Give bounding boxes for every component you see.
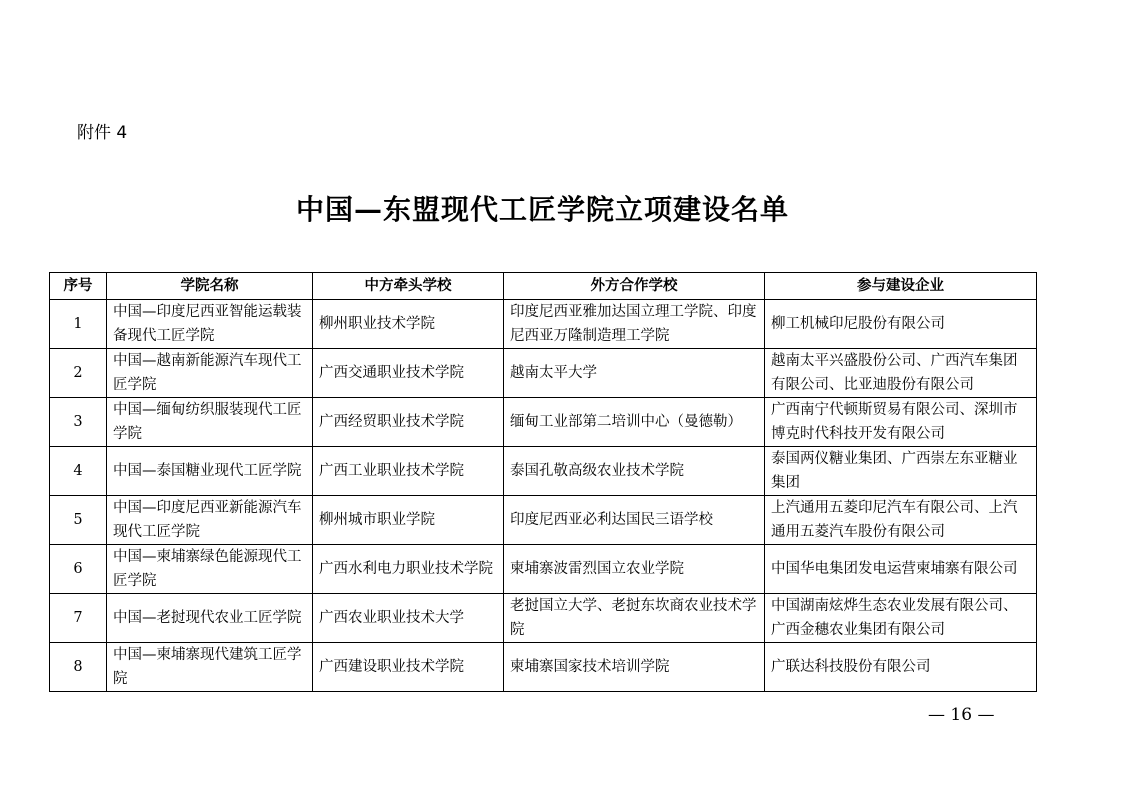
header-serial: 序号 (50, 273, 107, 300)
partner-school-cell: 印度尼西亚必利达国民三语学校 (504, 496, 765, 545)
page-number: — 16 — (928, 705, 995, 725)
college-list-table (49, 272, 1037, 692)
partner-school-cell: 缅甸工业部第二培训中心（曼德勒） (504, 398, 765, 447)
table-row (50, 300, 1037, 349)
table-row (50, 643, 1037, 692)
college-name-cell: 中国—柬埔寨绿色能源现代工匠学院 (107, 545, 313, 594)
lead-school-cell: 广西经贸职业技术学院 (313, 398, 504, 447)
lead-school-cell: 柳州城市职业学院 (313, 496, 504, 545)
table-row (50, 349, 1037, 398)
enterprise-cell: 广联达科技股份有限公司 (765, 643, 1037, 692)
enterprise-cell: 越南太平兴盛股份公司、广西汽车集团有限公司、比亚迪股份有限公司 (765, 349, 1037, 398)
enterprise-cell: 柳工机械印尼股份有限公司 (765, 300, 1037, 349)
college-name-cell: 中国—柬埔寨现代建筑工匠学院 (107, 643, 313, 692)
lead-school-cell: 广西交通职业技术学院 (313, 349, 504, 398)
serial-cell: 5 (50, 496, 107, 545)
partner-school-cell: 泰国孔敬高级农业技术学院 (504, 447, 765, 496)
lead-school-cell: 广西水利电力职业技术学院 (313, 545, 504, 594)
college-name-cell: 中国—泰国糖业现代工匠学院 (107, 447, 313, 496)
partner-school-cell: 老挝国立大学、老挝东坎商农业技术学院 (504, 594, 765, 643)
table-row (50, 496, 1037, 545)
college-name-cell: 中国—越南新能源汽车现代工匠学院 (107, 349, 313, 398)
lead-school-cell: 柳州职业技术学院 (313, 300, 504, 349)
enterprise-cell: 上汽通用五菱印尼汽车有限公司、上汽通用五菱汽车股份有限公司 (765, 496, 1037, 545)
enterprise-cell: 广西南宁代顿斯贸易有限公司、深圳市博克时代科技开发有限公司 (765, 398, 1037, 447)
header-college-name: 学院名称 (107, 273, 313, 300)
enterprise-cell: 中国湖南炫烨生态农业发展有限公司、广西金穗农业集团有限公司 (765, 594, 1037, 643)
table-row (50, 447, 1037, 496)
table-row (50, 545, 1037, 594)
serial-cell: 8 (50, 643, 107, 692)
lead-school-cell: 广西建设职业技术学院 (313, 643, 504, 692)
enterprise-cell: 泰国两仪糖业集团、广西崇左东亚糖业集团 (765, 447, 1037, 496)
partner-school-cell: 越南太平大学 (504, 349, 765, 398)
serial-cell: 6 (50, 545, 107, 594)
college-name-cell: 中国—缅甸纺织服装现代工匠学院 (107, 398, 313, 447)
header-chinese-lead-school: 中方牵头学校 (313, 273, 504, 300)
serial-cell: 3 (50, 398, 107, 447)
serial-cell: 7 (50, 594, 107, 643)
document-title: 中国—东盟现代工匠学院立项建设名单 (295, 193, 789, 226)
college-name-cell: 中国—老挝现代农业工匠学院 (107, 594, 313, 643)
lead-school-cell: 广西农业职业技术大学 (313, 594, 504, 643)
partner-school-cell: 柬埔寨国家技术培训学院 (504, 643, 765, 692)
table-header-row (50, 273, 1037, 300)
lead-school-cell: 广西工业职业技术学院 (313, 447, 504, 496)
table-row (50, 594, 1037, 643)
partner-school-cell: 柬埔寨波雷烈国立农业学院 (504, 545, 765, 594)
table-row (50, 398, 1037, 447)
serial-cell: 4 (50, 447, 107, 496)
serial-cell: 1 (50, 300, 107, 349)
college-name-cell: 中国—印度尼西亚新能源汽车现代工匠学院 (107, 496, 313, 545)
header-participating-enterprises: 参与建设企业 (765, 273, 1037, 300)
serial-cell: 2 (50, 349, 107, 398)
header-foreign-partner-school: 外方合作学校 (504, 273, 765, 300)
partner-school-cell: 印度尼西亚雅加达国立理工学院、印度尼西亚万隆制造理工学院 (504, 300, 765, 349)
attachment-label: 附件 4 (77, 123, 128, 143)
enterprise-cell: 中国华电集团发电运营柬埔寨有限公司 (765, 545, 1037, 594)
college-name-cell: 中国—印度尼西亚智能运载装备现代工匠学院 (107, 300, 313, 349)
